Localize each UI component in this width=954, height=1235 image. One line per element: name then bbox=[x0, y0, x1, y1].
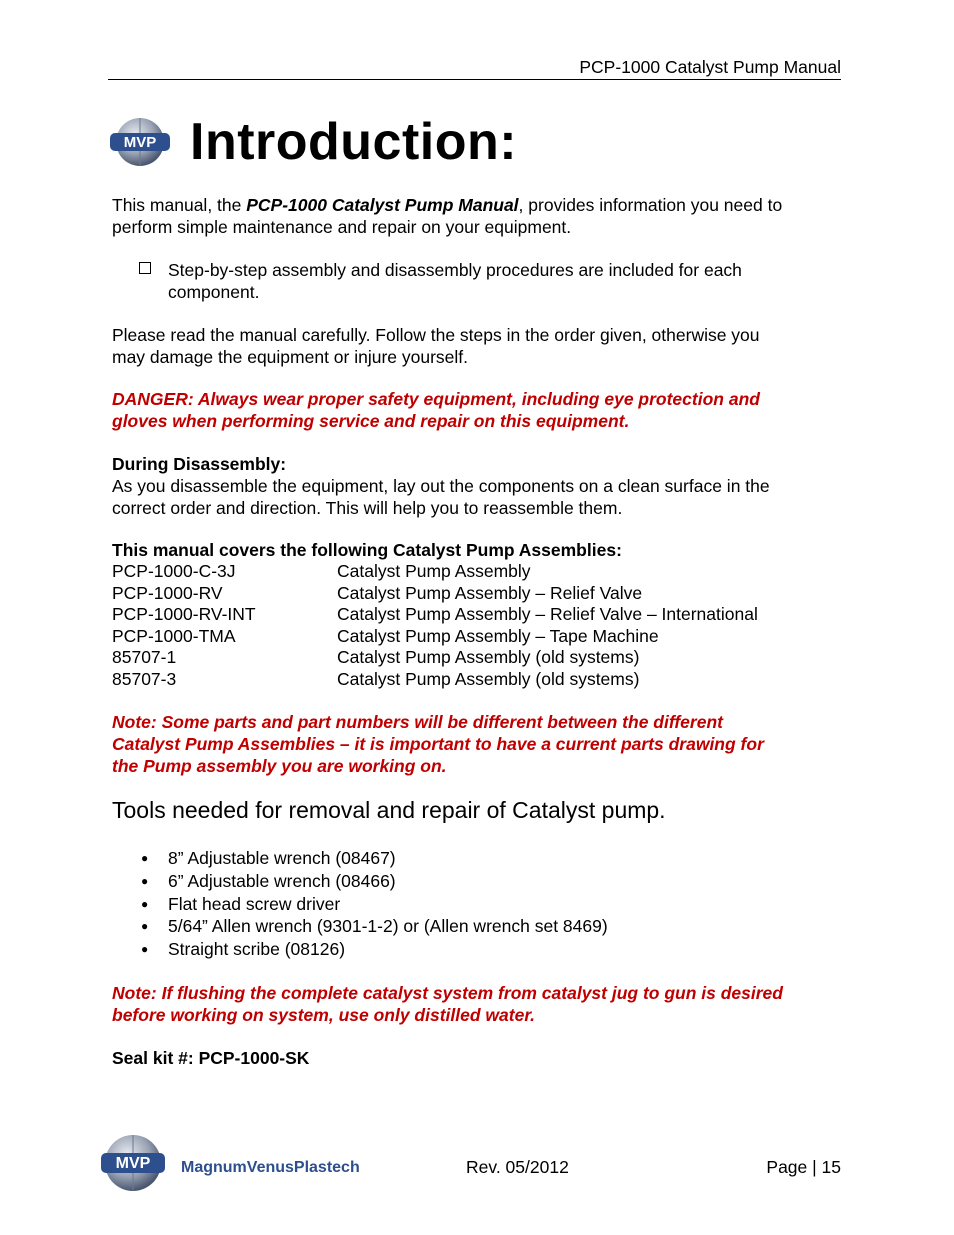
bullet-icon: ● bbox=[141, 942, 149, 956]
disassembly-line-2: correct order and direction. This will help you to reassemble them. bbox=[112, 498, 623, 518]
tool-label: 5/64” Allen wrench (9301-1-2) or (Allen wrench set 8469) bbox=[168, 916, 608, 936]
assembly-row bbox=[112, 603, 842, 625]
assembly-description: Catalyst Pump Assembly – Relief Valve – International bbox=[337, 604, 758, 624]
disassembly-line-1: As you disassemble the equipment, lay out the components on a clean surface in the bbox=[112, 476, 770, 496]
tool-label: 8” Adjustable wrench (08467) bbox=[168, 848, 396, 868]
please-read-paragraph bbox=[112, 324, 842, 368]
parts-note-line-2: Catalyst Pump Assemblies – it is important to have a current parts drawing for bbox=[112, 734, 764, 754]
checklist-item bbox=[168, 259, 848, 303]
disassembly-section bbox=[112, 453, 842, 519]
assembly-row bbox=[112, 646, 842, 668]
danger-line-1: DANGER: Always wear proper safety equipment, including eye protection and bbox=[112, 389, 760, 409]
header-manual-title: PCP-1000 Catalyst Pump Manual bbox=[579, 57, 841, 77]
assembly-description: Catalyst Pump Assembly bbox=[337, 561, 531, 581]
bullet-icon: ● bbox=[141, 851, 149, 865]
footer-company-name: MagnumVenusPlastech bbox=[181, 1159, 360, 1176]
parts-note bbox=[112, 711, 842, 777]
parts-note-line-3: the Pump assembly you are working on. bbox=[112, 756, 447, 776]
revision-date: Rev. 05/2012 bbox=[466, 1157, 569, 1177]
page-number: Page | 15 bbox=[766, 1157, 841, 1177]
checklist-line-1: Step-by-step assembly and disassembly procedures are included for each bbox=[168, 260, 742, 280]
logo-text: MVP bbox=[123, 134, 157, 151]
intro-paragraph bbox=[112, 194, 842, 238]
flushing-note bbox=[112, 982, 842, 1026]
danger-line-2: gloves when performing service and repair on this equipment. bbox=[112, 411, 630, 431]
flushing-note-line-2: before working on system, use only distilled water. bbox=[112, 1005, 536, 1025]
tool-label: 6” Adjustable wrench (08466) bbox=[168, 871, 396, 891]
assembly-part-number: 85707-3 bbox=[112, 669, 177, 689]
assembly-part-number: PCP-1000-RV bbox=[112, 583, 223, 603]
tools-heading: Tools needed for removal and repair of Catalyst pump. bbox=[112, 797, 666, 823]
intro-line-2: perform simple maintenance and repair on your equipment. bbox=[112, 217, 572, 237]
svg-text:MVP: MVP bbox=[115, 1155, 151, 1172]
assembly-description: Catalyst Pump Assembly – Relief Valve bbox=[337, 583, 643, 603]
please-read-line-2: may damage the equipment or injure yourself. bbox=[112, 347, 469, 367]
disassembly-heading: During Disassembly: bbox=[112, 454, 287, 474]
bullet-icon: ● bbox=[141, 897, 149, 911]
assembly-part-number: 85707-1 bbox=[112, 647, 177, 667]
intro-prefix: This manual, the bbox=[112, 195, 247, 215]
assembly-description: Catalyst Pump Assembly (old systems) bbox=[337, 647, 640, 667]
tool-label: Flat head screw driver bbox=[168, 894, 341, 914]
assembly-row bbox=[112, 625, 842, 647]
assembly-row bbox=[112, 582, 842, 604]
tool-label: Straight scribe (08126) bbox=[168, 939, 346, 959]
page-title: Introduction: bbox=[190, 113, 518, 171]
danger-warning bbox=[112, 388, 842, 432]
mvp-logo-icon bbox=[104, 114, 176, 170]
header-divider bbox=[108, 79, 841, 80]
manual-name: PCP-1000 Catalyst Pump Manual bbox=[246, 195, 519, 215]
bullet-icon: ● bbox=[141, 919, 149, 933]
please-read-line-1: Please read the manual carefully. Follow the steps in the order given, otherwise you bbox=[112, 325, 760, 345]
assemblies-heading: This manual covers the following Catalyst Pump Assemblies: bbox=[112, 540, 622, 560]
company-logo-icon bbox=[98, 1132, 383, 1194]
assembly-part-number: PCP-1000-TMA bbox=[112, 626, 236, 646]
seal-kit: Seal kit #: PCP-1000-SK bbox=[112, 1048, 310, 1068]
bullet-icon: ● bbox=[141, 874, 149, 888]
parts-note-line-1: Note: Some parts and part numbers will be different between the different bbox=[112, 712, 723, 732]
intro-suffix: , provides information you need to bbox=[518, 195, 783, 215]
assembly-part-number: PCP-1000-C-3J bbox=[112, 561, 236, 581]
flushing-note-line-1: Note: If flushing the complete catalyst system from catalyst jug to gun is desired bbox=[112, 983, 783, 1003]
assembly-description: Catalyst Pump Assembly – Tape Machine bbox=[337, 626, 659, 646]
checkbox-icon bbox=[139, 262, 151, 274]
assembly-part-number: PCP-1000-RV-INT bbox=[112, 604, 256, 624]
checklist-line-2: component. bbox=[168, 282, 260, 302]
assembly-row bbox=[112, 560, 842, 582]
assembly-row bbox=[112, 668, 842, 690]
assembly-description: Catalyst Pump Assembly (old systems) bbox=[337, 669, 640, 689]
